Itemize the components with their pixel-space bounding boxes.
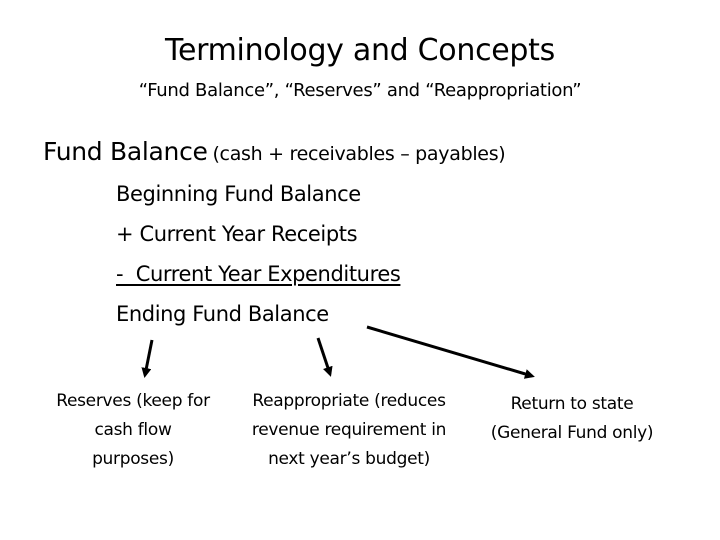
outcome-reserves: Reserves (keep for cash flow purposes) — [56, 391, 210, 469]
fund-balance-term: Fund Balance — [43, 137, 208, 166]
outcome-return-to-state: Return to state (General Fund only) — [490, 394, 654, 443]
calc-line-beginning-balance: Beginning Fund Balance — [116, 182, 361, 206]
fund-balance-definition: (cash + receivables – payables) — [212, 143, 506, 165]
outcome-reappropriate: Reappropriate (reduces revenue requirement in next year’s budget) — [251, 391, 447, 469]
calc-line-ending-balance: Ending Fund Balance — [116, 302, 329, 326]
arrow-to-reappropriate — [318, 338, 330, 374]
slide-subtitle: “Fund Balance”, “Reserves” and “Reappropriation” — [138, 80, 582, 101]
calc-line-expenditures-text: - Current Year Expenditures — [116, 262, 401, 286]
slide-title: Terminology and Concepts — [165, 33, 555, 68]
arrow-to-reserves — [145, 340, 152, 375]
arrow-to-return-to-state — [367, 327, 532, 376]
calc-line-receipts: + Current Year Receipts — [116, 222, 358, 246]
